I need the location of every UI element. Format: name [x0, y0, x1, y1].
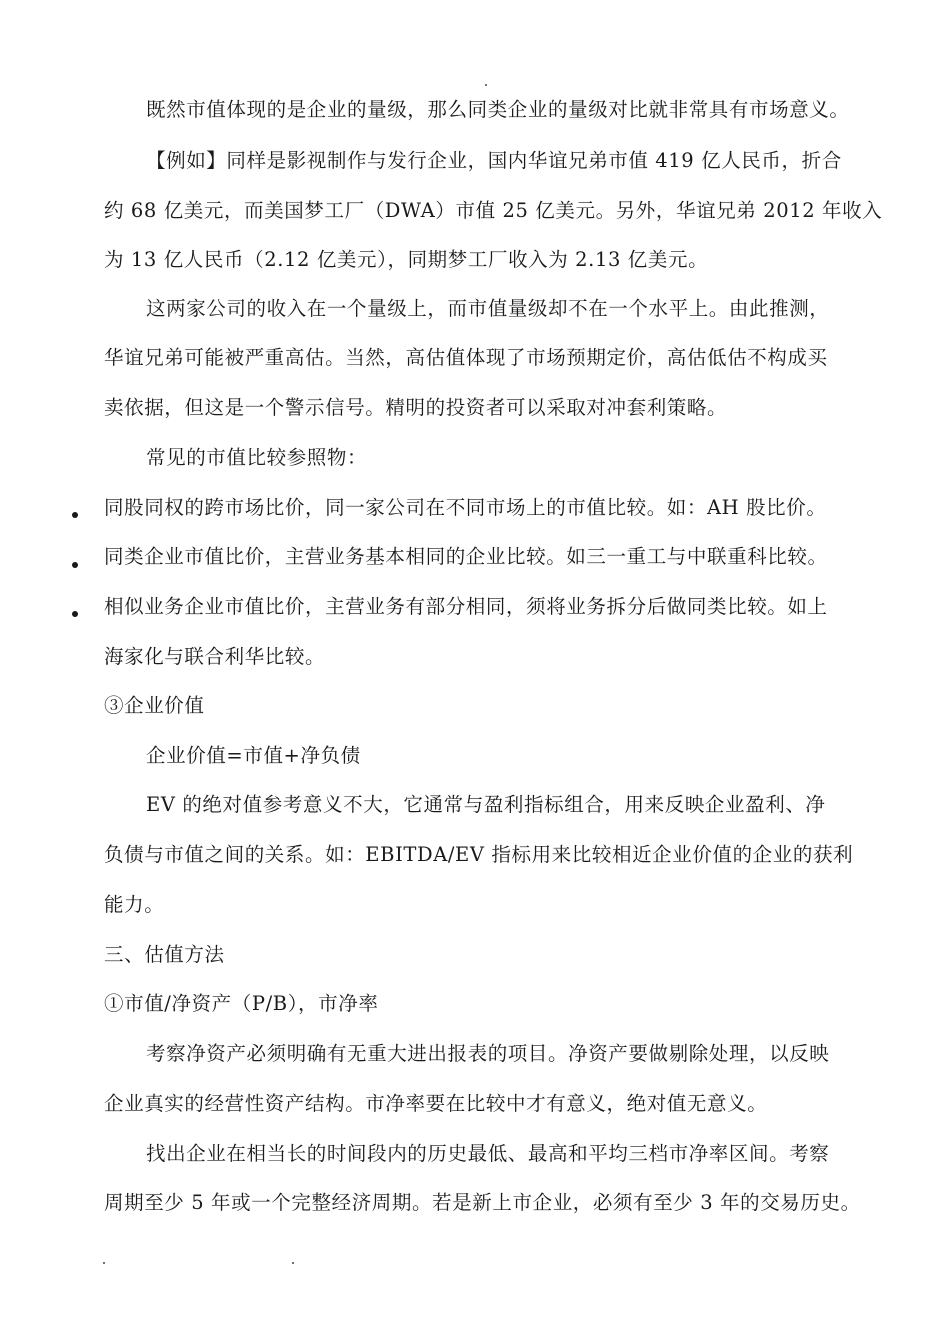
footer-dot — [103, 1262, 105, 1264]
paragraph-line: 考察净资产必须明确有无重大进出报表的项目。净资产要做剔除处理，以反映 — [146, 1042, 830, 1065]
section-heading: 三、估值方法 — [104, 943, 225, 966]
paragraph-line: 能力。 — [104, 893, 165, 916]
paragraph-line: 常见的市值比较参照物： — [146, 446, 368, 469]
header-dot — [485, 84, 487, 86]
paragraph-line: 这两家公司的收入在一个量级上，而市值量级却不在一个水平上。由此推测， — [146, 297, 830, 320]
list-item: 同股同权的跨市场比价，同一家公司在不同市场上的市值比较。如：AH 股比价。 — [104, 496, 827, 519]
section-heading: ③企业价值 — [104, 694, 205, 717]
paragraph-line: 既然市值体现的是企业的量级，那么同类企业的量级对比就非常具有市场意义。 — [146, 98, 850, 121]
paragraph-line: 为 13 亿人民币（2.12 亿美元），同期梦工厂收入为 2.13 亿美元。 — [104, 248, 709, 271]
paragraph-line: 海家化与联合利华比较。 — [104, 645, 326, 668]
section-heading: ①市值/净资产（P/B），市净率 — [104, 992, 379, 1015]
paragraph-line: 企业真实的经营性资产结构。市净率要在比较中才有意义，绝对值无意义。 — [104, 1092, 768, 1115]
bullet-icon — [72, 512, 78, 518]
paragraph-line: 周期至少 5 年或一个完整经济周期。若是新上市企业，必须有至少 3 年的交易历史。 — [104, 1191, 861, 1214]
list-item: 相似业务企业市值比价，主营业务有部分相同，须将业务拆分后做同类比较。如上 — [104, 595, 828, 618]
paragraph-line: 约 68 亿美元，而美国梦工厂（DWA）市值 25 亿美元。另外，华谊兄弟 2012 年收入 — [104, 199, 883, 222]
paragraph-line: 负债与市值之间的关系。如：EBITDA/EV 指标用来比较相近企业价值的企业的获利 — [104, 843, 854, 866]
footer-dot — [292, 1262, 294, 1264]
bullet-icon — [72, 611, 78, 617]
paragraph-line: 找出企业在相当长的时间段内的历史最低、最高和平均三档市净率区间。考察 — [146, 1142, 830, 1165]
list-item: 同类企业市值比价，主营业务基本相同的企业比较。如三一重工与中联重科比较。 — [104, 545, 828, 568]
bullet-icon — [72, 562, 78, 568]
paragraph-line: 【例如】同样是影视制作与发行企业，国内华谊兄弟市值 419 亿人民币，折合 — [146, 149, 842, 172]
paragraph-line: 华谊兄弟可能被严重高估。当然，高估值体现了市场预期定价，高估低估不构成买 — [104, 346, 828, 369]
formula-line: 企业价值=市值+净负债 — [146, 744, 361, 767]
paragraph-line: EV 的绝对值参考意义不大，它通常与盈利指标组合，用来反映企业盈利、净 — [146, 793, 826, 816]
paragraph-line: 卖依据，但这是一个警示信号。精明的投资者可以采取对冲套利策略。 — [104, 396, 728, 419]
